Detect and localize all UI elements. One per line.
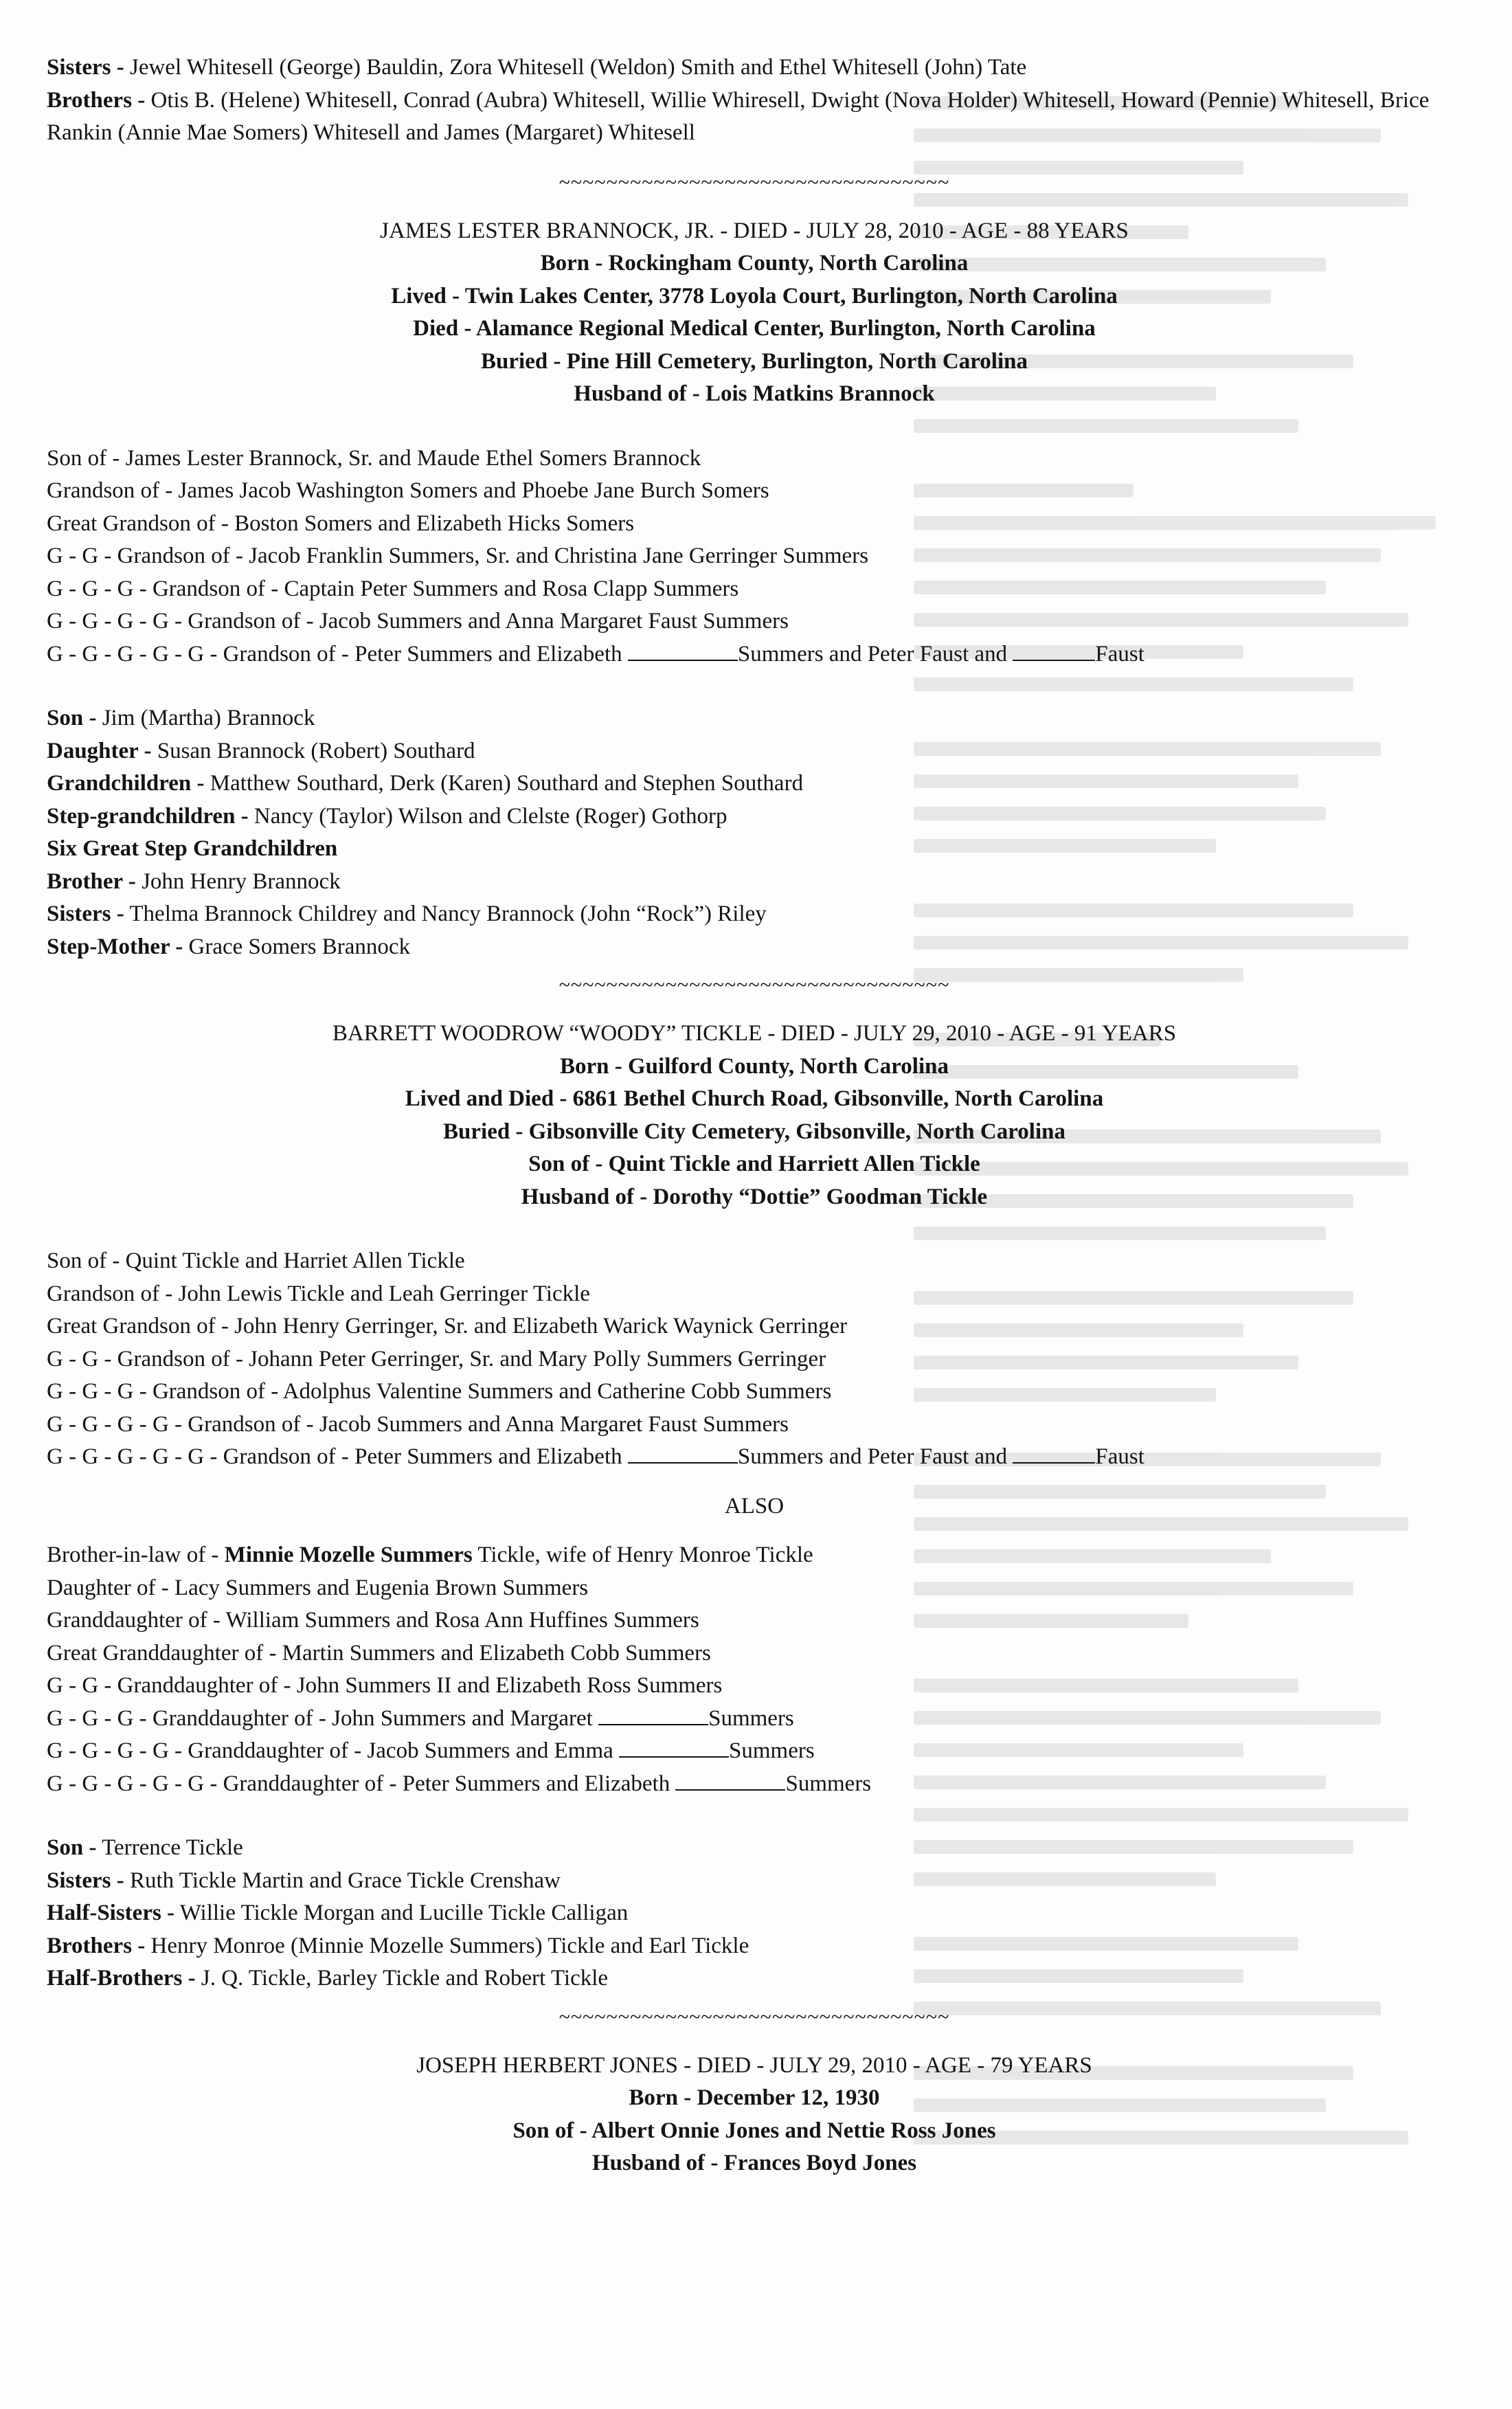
value: Jim (Martha) Brannock [102,706,315,730]
document-page [47,52,1462,2180]
value: Terrence Tickle [102,1835,243,1860]
buried-line: Buried - Pine Hill Cemetery, Burlington, North Carolina [481,348,1028,374]
text: Tickle, wife of Henry Monroe Tickle [477,1543,813,1567]
family-daughter [47,735,1462,768]
lineage-line: G - G - Grandson of - Johann Peter Gerringer, Sr. and Mary Polly Summers Gerringer [47,1346,826,1371]
also-lineage-line: Daughter of - Lacy Summers and Eugenia Brown Summers [47,1575,589,1600]
text: G - G - G - G - Granddaughter of - Jacob Summers and Emma [47,1738,613,1763]
value: Otis B. (Helene) Whitesell, Conrad (Aubra) Whitesell, Willie Whiresell, Dwight (Nova Holder) Whitesell, Howard (Pennie) Whitesell, Brice Rankin (Annie Mae Somers) Whitesell and James (Margaret) Whitesell [47,87,1430,145]
label: Sisters - [47,901,124,926]
section-separator: ~~~~~~~~~~~~~~~~~~~~~~~~~~~~~~~~~ [558,170,950,194]
lived-line: Lived - Twin Lakes Center, 3778 Loyola Court, Burlington, North Carolina [391,283,1118,309]
text: Summers and Peter Faust and [737,1444,1008,1469]
label: Brothers - [47,87,146,113]
family-step-grandchildren [47,800,1462,833]
husband-line: Husband of - Dorothy “Dottie” Goodman Tickle [521,1184,988,1209]
value: Matthew Southard, Derk (Karen) Southard and Stephen Southard [210,771,804,796]
lineage-line: G - G - Grandson of - Jacob Franklin Summers, Sr. and Christina Jane Gerringer Summers [47,544,869,568]
label: Brothers - [47,1933,146,1958]
label: Son - [47,1835,97,1860]
value: Henry Monroe (Minnie Mozelle Summers) Tickle and Earl Tickle [150,1933,749,1958]
also-lineage-line: Granddaughter of - William Summers and Rosa Ann Huffines Summers [47,1608,699,1633]
value: Ruth Tickle Martin and Grace Tickle Crenshaw [129,1868,561,1893]
lived-line: Lived and Died - 6861 Bethel Church Road, Gibsonville, North Carolina [405,1086,1104,1111]
lineage-line: Grandson of - John Lewis Tickle and Leah Gerringer Tickle [47,1281,590,1306]
text: Summers [785,1771,872,1796]
obituary-title: JOSEPH HERBERT JONES - DIED - JULY 29, 2010 - AGE - 79 YEARS [416,2052,1092,2078]
text: G - G - G - Granddaughter of - John Summers and Margaret [47,1705,593,1731]
lineage-line-blanks [47,638,1462,671]
text: G - G - G - G - G - Grandson of - Peter Summers and Elizabeth [47,641,622,666]
born-line: Born - December 12, 1930 [629,2085,880,2110]
born-line: Born - Guilford County, North Carolina [560,1053,949,1079]
label: Brother - [47,869,136,894]
label: Sisters - [47,55,124,80]
lineage-line: G - G - G - Grandson of - Captain Peter Summers and Rosa Clapp Summers [47,576,739,601]
also-lineage-line-blank [47,1768,1462,1801]
value: Thelma Brannock Childrey and Nancy Brannock (John “Rock”) Riley [129,901,767,926]
label: Son - [47,706,97,730]
value: Willie Tickle Morgan and Lucille Tickle Calligan [179,1901,629,1925]
family-son [47,702,1462,735]
died-line: Died - Alamance Regional Medical Center, Burlington, North Carolina [413,316,1096,341]
lineage-line: Grandson of - James Jacob Washington Somers and Phoebe Jane Burch Somers [47,478,769,503]
lineage-line: Great Grandson of - Boston Somers and Elizabeth Hicks Somers [47,511,635,536]
blank-line [598,1706,708,1725]
intro-sisters-line [47,52,1462,85]
label: Grandchildren - [47,771,205,796]
family-half-sisters [47,1897,1462,1930]
blank-line [675,1771,785,1791]
text: Faust [1095,641,1144,666]
lineage-line: G - G - G - G - Grandson of - Jacob Summers and Anna Margaret Faust Summers [47,609,789,634]
blank-line [1013,642,1095,661]
husband-line: Husband of - Frances Boyd Jones [591,2151,917,2175]
lineage-line: Son of - James Lester Brannock, Sr. and Maude Ethel Somers Brannock [47,445,701,471]
family-great-step-grandchildren: Six Great Step Grandchildren [47,836,338,861]
blank-line [628,642,738,661]
text: Brother-in-law of - [47,1543,219,1567]
value: Grace Somers Brannock [188,934,411,959]
label: Half-Brothers - [47,1966,196,1991]
text: G - G - G - G - G - Granddaughter of - Peter Summers and Elizabeth [47,1771,670,1796]
value: Jewel Whitesell (George) Bauldin, Zora Whitesell (Weldon) Smith and Ethel Whitesell (John) Tate [129,55,1027,80]
label: Step-grandchildren - [47,803,249,829]
label: Half-Sisters - [47,1901,175,1925]
family-sisters [47,1865,1462,1898]
obituary-title: BARRETT WOODROW “WOODY” TICKLE - DIED - JULY 29, 2010 - AGE - 91 YEARS [332,1021,1177,1046]
buried-line: Buried - Gibsonville City Cemetery, Gibsonville, North Carolina [443,1119,1065,1144]
lineage-line: Son of - Quint Tickle and Harriet Allen Tickle [47,1248,465,1273]
text: Faust [1095,1444,1144,1469]
value: John Henry Brannock [142,869,341,894]
brother-in-law-line [47,1539,1462,1572]
value: Susan Brannock (Robert) Southard [157,738,475,763]
text: Summers and Peter Faust and [737,641,1008,666]
value: Nancy (Taylor) Wilson and Clelste (Roger) Gothorp [253,803,727,829]
also-lineage-line-blank [47,1735,1462,1768]
family-step-mother [47,931,1462,964]
lineage-line: G - G - G - G - Grandson of - Jacob Summers and Anna Margaret Faust Summers [47,1411,789,1437]
family-grandchildren [47,767,1462,800]
label: Sisters - [47,1868,124,1893]
lineage-line-blanks [47,1441,1462,1474]
husband-line: Husband of - Lois Matkins Brannock [574,381,935,406]
family-half-brothers [47,1962,1462,1995]
family-sisters [47,898,1462,931]
also-heading: ALSO [724,1493,785,1519]
blank-line [1013,1444,1095,1464]
also-lineage-line: Great Granddaughter of - Martin Summers and Elizabeth Cobb Summers [47,1640,711,1666]
blank-line [628,1444,738,1464]
also-lineage-line: G - G - Granddaughter of - John Summers II and Elizabeth Ross Summers [47,1673,723,1698]
son-of-line: Son of - Albert Onnie Jones and Nettie Ross Jones [512,2118,996,2143]
text: Summers [729,1738,815,1763]
born-line: Born - Rockingham County, North Carolina [540,251,969,276]
son-of-line: Son of - Quint Tickle and Harriett Allen Tickle [528,1152,980,1176]
obituary-title: JAMES LESTER BRANNOCK, JR. - DIED - JULY 28, 2010 - AGE - 88 YEARS [380,218,1129,243]
value: J. Q. Tickle, Barley Tickle and Robert Tickle [201,1966,609,1991]
label: Daughter - [47,738,152,763]
text: Summers [708,1705,794,1731]
section-separator: ~~~~~~~~~~~~~~~~~~~~~~~~~~~~~~~~~ [558,974,950,996]
family-brothers [47,1930,1462,1963]
family-brother [47,866,1462,899]
blank-line [619,1738,729,1758]
label: Step-Mother - [47,934,183,959]
intro-brothers-line [47,85,1462,150]
text: G - G - G - G - G - Grandson of - Peter Summers and Elizabeth [47,1444,622,1469]
lineage-line: Great Grandson of - John Henry Gerringer, Sr. and Elizabeth Warick Waynick Gerringer [47,1314,848,1338]
family-son [47,1832,1462,1865]
lineage-line: G - G - G - Grandson of - Adolphus Valentine Summers and Catherine Cobb Summers [47,1379,832,1404]
section-separator: ~~~~~~~~~~~~~~~~~~~~~~~~~~~~~~~~~ [558,2005,950,2028]
also-lineage-line-blank [47,1703,1462,1736]
name: Minnie Mozelle Summers [224,1543,473,1567]
